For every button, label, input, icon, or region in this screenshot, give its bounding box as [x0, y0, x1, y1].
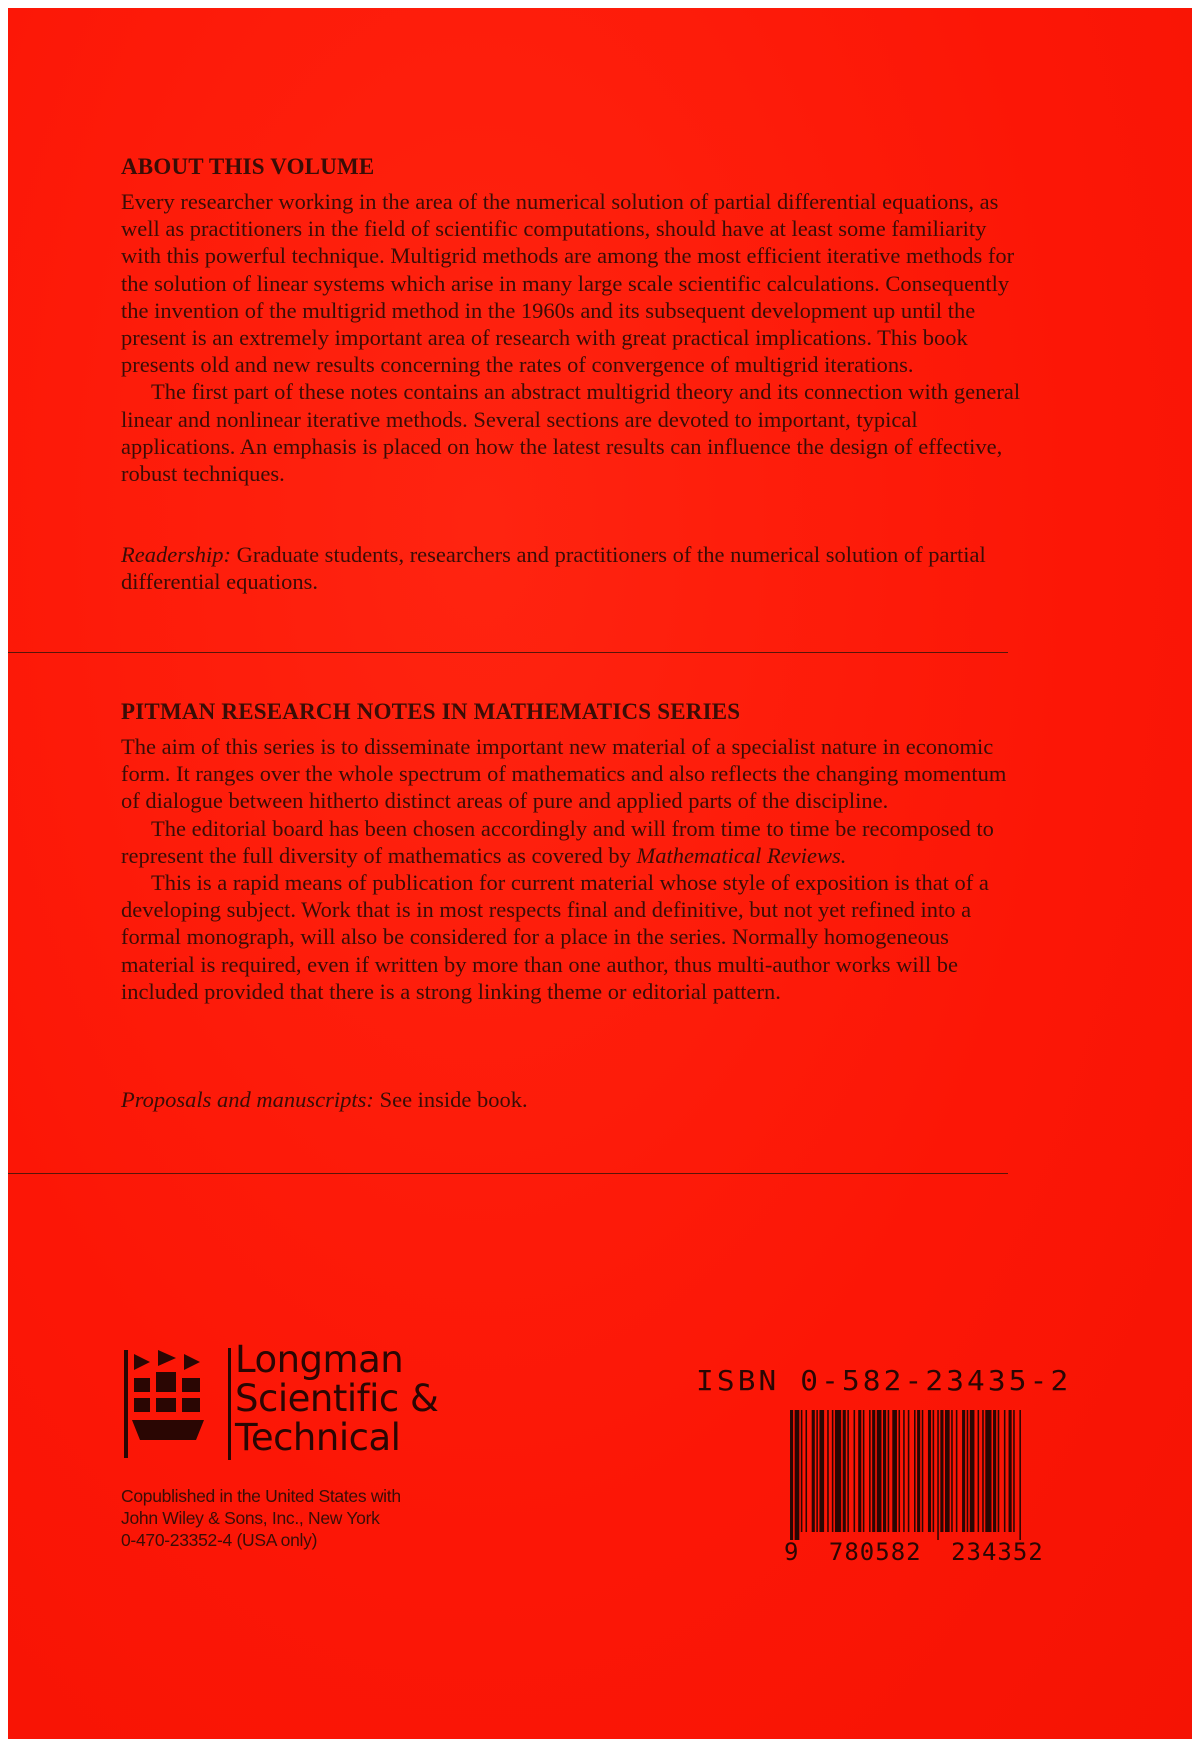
- barcode-digit-first: 9: [784, 1538, 800, 1566]
- back-cover: [8, 8, 1192, 1739]
- series-paragraph-2: [121, 815, 1021, 869]
- proposals: [121, 1086, 1021, 1113]
- publisher-name-line-3: Technical: [235, 1416, 401, 1459]
- series-body: [121, 733, 1021, 1005]
- about-paragraph-1: Every researcher working in the area of the numerical solution of partial differential equations, as well as practitioners in the field of scientific computations, should have at least some familiarity with this powerful technique. Multigrid methods are among the most efficient iterative methods for the solution of linear systems which arise in many large scale scientific calculations. Consequently the invention of the multigrid method in the 1960s and its subsequent development up until the present is an extremely important area of research with great practical implications. This book presents old and new results concerning the rates of convergence of multigrid iterations.: [121, 189, 1015, 378]
- publisher-name-line-1: Longman: [235, 1338, 404, 1381]
- about-heading: ABOUT THIS VOLUME: [121, 154, 375, 179]
- publisher-name-line-2: Scientific &: [235, 1377, 439, 1420]
- about-paragraph-2: The first part of these notes contains an abstract multigrid theory and its connection with general linear and nonlinear iterative methods. Several sections are devoted to important, typical applications. An emphasis is placed on how the latest results can influence the design of effective, robust techniques.: [121, 379, 1021, 487]
- proposals-label: Proposals and manuscripts:: [121, 1087, 374, 1112]
- series-paragraph-2-text: The editorial board has been chosen accordingly and will from time to time be recomposed to represent the full diversity of mathematics as covered by: [121, 815, 994, 868]
- readership: [121, 541, 1021, 595]
- section-divider-2: [8, 1173, 1008, 1174]
- series-paragraph-1: The aim of this series is to disseminate important new material of a specialist nature in economic form. It ranges over the whole spectrum of mathematics and also reflects the changing momentum of dialogue between hitherto distinct areas of pure and applied parts of the discipline.: [121, 734, 1007, 814]
- copublished-line-1: Copublished in the United States with: [121, 1486, 401, 1506]
- barcode-icon: [788, 1410, 1023, 1540]
- proposals-text: See inside book.: [373, 1087, 528, 1112]
- barcode-digits: [784, 1538, 1044, 1566]
- barcode-digits-right: 234352: [951, 1538, 1044, 1566]
- mathematical-reviews: Mathematical Reviews.: [636, 842, 847, 868]
- about-body: [121, 188, 1021, 487]
- series-paragraph-3: This is a rapid means of publication for current material whose style of exposition is that of a developing subject. Work that is in most respects final and definitive, but not yet refined into a formal monograph, will also be considered for a place in the series. Normally homogeneous material is required, even if written by more than one author, thus multi-author works will be included provided that there is a strong linking theme or editorial pattern.: [121, 870, 989, 1004]
- isbn-number: ISBN 0-582-23435-2: [696, 1364, 1072, 1397]
- readership-text: Graduate students, researchers and practitioners of the numerical solution of partial differential equations.: [121, 542, 986, 595]
- copublished-line-2: John Wiley & Sons, Inc., New York: [121, 1508, 380, 1528]
- barcode-digits-left: 780582: [828, 1538, 922, 1566]
- readership-label: Readership:: [121, 542, 231, 567]
- section-divider-1: [8, 652, 1008, 653]
- series-heading: PITMAN RESEARCH NOTES IN MATHEMATICS SERIES: [121, 699, 741, 724]
- copublished-line-3: 0-470-23352-4 (USA only): [121, 1530, 318, 1550]
- longman-ship-icon: [124, 1348, 234, 1460]
